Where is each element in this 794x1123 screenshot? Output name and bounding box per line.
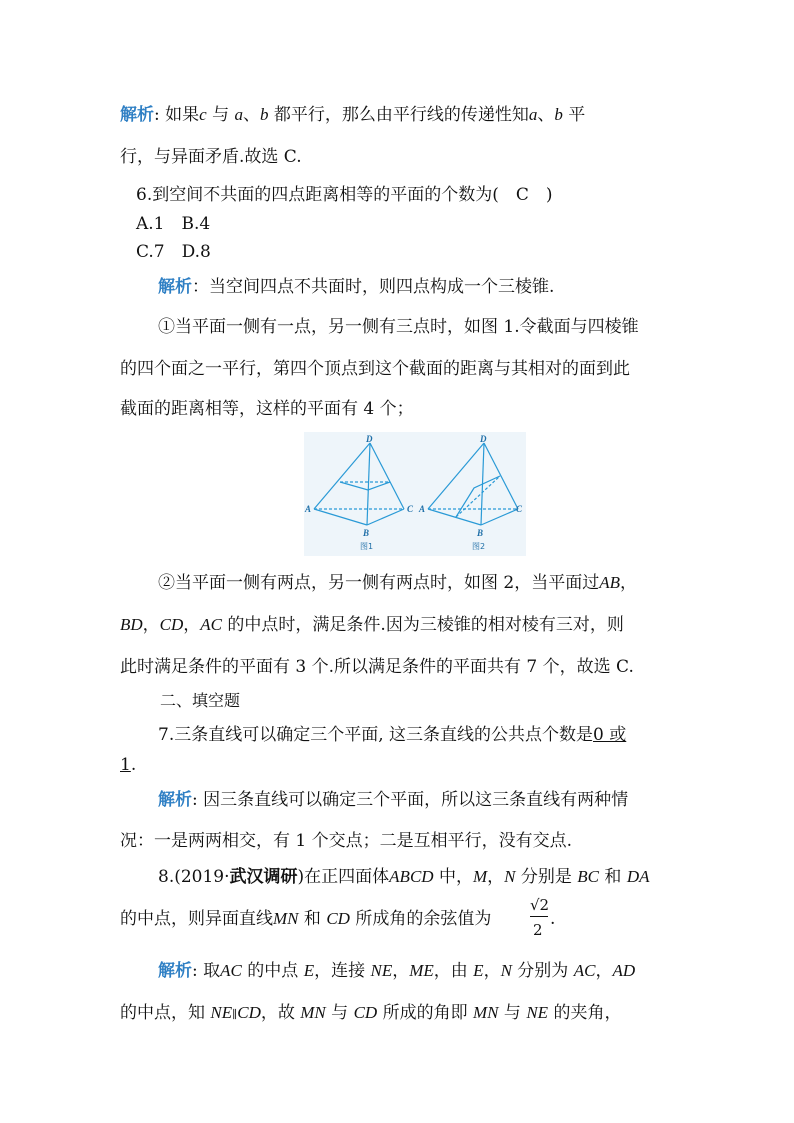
q7-answer-part-1: 0 或 <box>593 725 627 745</box>
q5-solution-line-1: 解析: 如果c 与 a、b 都平行，那么由平行线的传递性知a、b 平 <box>120 105 586 125</box>
q8-solution-line-2: 的中点，知 NE∥CD，故 MN 与 CD 所成的角即 MN 与 NE 的夹角， <box>120 1003 622 1023</box>
fig2-label-D: D <box>480 434 487 444</box>
q6-case1-line-3: 截面的距离相等，这样的平面有 4 个； <box>120 399 414 419</box>
q7-stem-line-1: 7.三条直线可以确定三个平面, 这三条直线的公共点个数是0 或 <box>158 725 627 745</box>
q6-case1-line-2: 的四个面之一平行，第四个顶点到这个截面的距离与其相对的面到此 <box>120 359 630 379</box>
q8-stem-period: . <box>550 909 556 929</box>
fig1-label-C: C <box>407 504 414 514</box>
q6-stem: 6.到空间不共面的四点距离相等的平面的个数为( C ) <box>136 185 553 205</box>
q7-answer-part-2: 1 <box>120 755 131 775</box>
q6-case2-line-2: BD，CD，AC 的中点时，满足条件.因为三棱锥的相对棱有三对，则 <box>120 615 624 635</box>
section-title-fill-in: 二、填空题 <box>160 691 241 710</box>
fig2-label-A: A <box>419 504 426 514</box>
answer-fraction <box>530 896 548 944</box>
fig1-label-A: A <box>305 504 312 514</box>
q6-case2-line-1: ②当平面一侧有两点，另一侧有两点时，如图 2，当平面过AB， <box>158 573 637 593</box>
q7-solution-line-2: 况：一是两两相交，有 1 个交点；二是互相平行，没有交点. <box>120 831 573 851</box>
q6-options-ab: A.1 B.4 <box>136 214 211 234</box>
q8-solution-line-1: 解析: 取AC 的中点 E，连接 NE，ME，由 E，N 分别为 AC，AD <box>158 961 636 981</box>
q8-stem-line-2: 的中点，则异面直线MN 和 CD 所成角的余弦值为 <box>120 909 492 929</box>
q8-stem-line-1: 8.(2019·武汉调研)在正四面体ABCD 中，M，N 分别是 BC 和 DA <box>158 867 650 887</box>
fraction-denominator: 2 <box>533 921 543 939</box>
fig1-label-D: D <box>366 434 373 444</box>
q7-stem-line-2: 1. <box>120 755 137 775</box>
fig2-caption: 图2 <box>472 542 486 551</box>
solution-label: 解析 <box>158 961 192 981</box>
fraction-bar <box>530 916 548 917</box>
fig1-caption: 图1 <box>360 542 374 551</box>
fig2-label-C: C <box>516 504 523 514</box>
q6-options-cd: C.7 D.8 <box>136 242 211 262</box>
solution-label: 解析 <box>158 277 192 297</box>
q5-solution-line-2: 行，与异面矛盾.故选 C. <box>120 147 302 167</box>
solution-label: 解析 <box>158 790 192 810</box>
figure-background <box>304 432 526 556</box>
q6-case1-line-1: ①当平面一侧有一点，另一侧有三点时，如图 1.令截面与四棱锥 <box>158 317 639 337</box>
q6-case2-line-3: 此时满足条件的平面有 3 个.所以满足条件的平面共有 7 个，故选 C. <box>120 657 634 677</box>
q7-solution-line-1: 解析: 因三条直线可以确定三个平面，所以这三条直线有两种情 <box>158 790 629 810</box>
fig2-label-B: B <box>477 528 484 538</box>
q6-solution-intro: 解析：当空间四点不共面时，则四点构成一个三棱锥. <box>158 277 555 297</box>
fraction-numerator: √2 <box>530 896 550 914</box>
fig1-label-B: B <box>363 528 370 538</box>
solution-label: 解析 <box>120 105 154 125</box>
tetrahedron-figures <box>304 432 526 556</box>
